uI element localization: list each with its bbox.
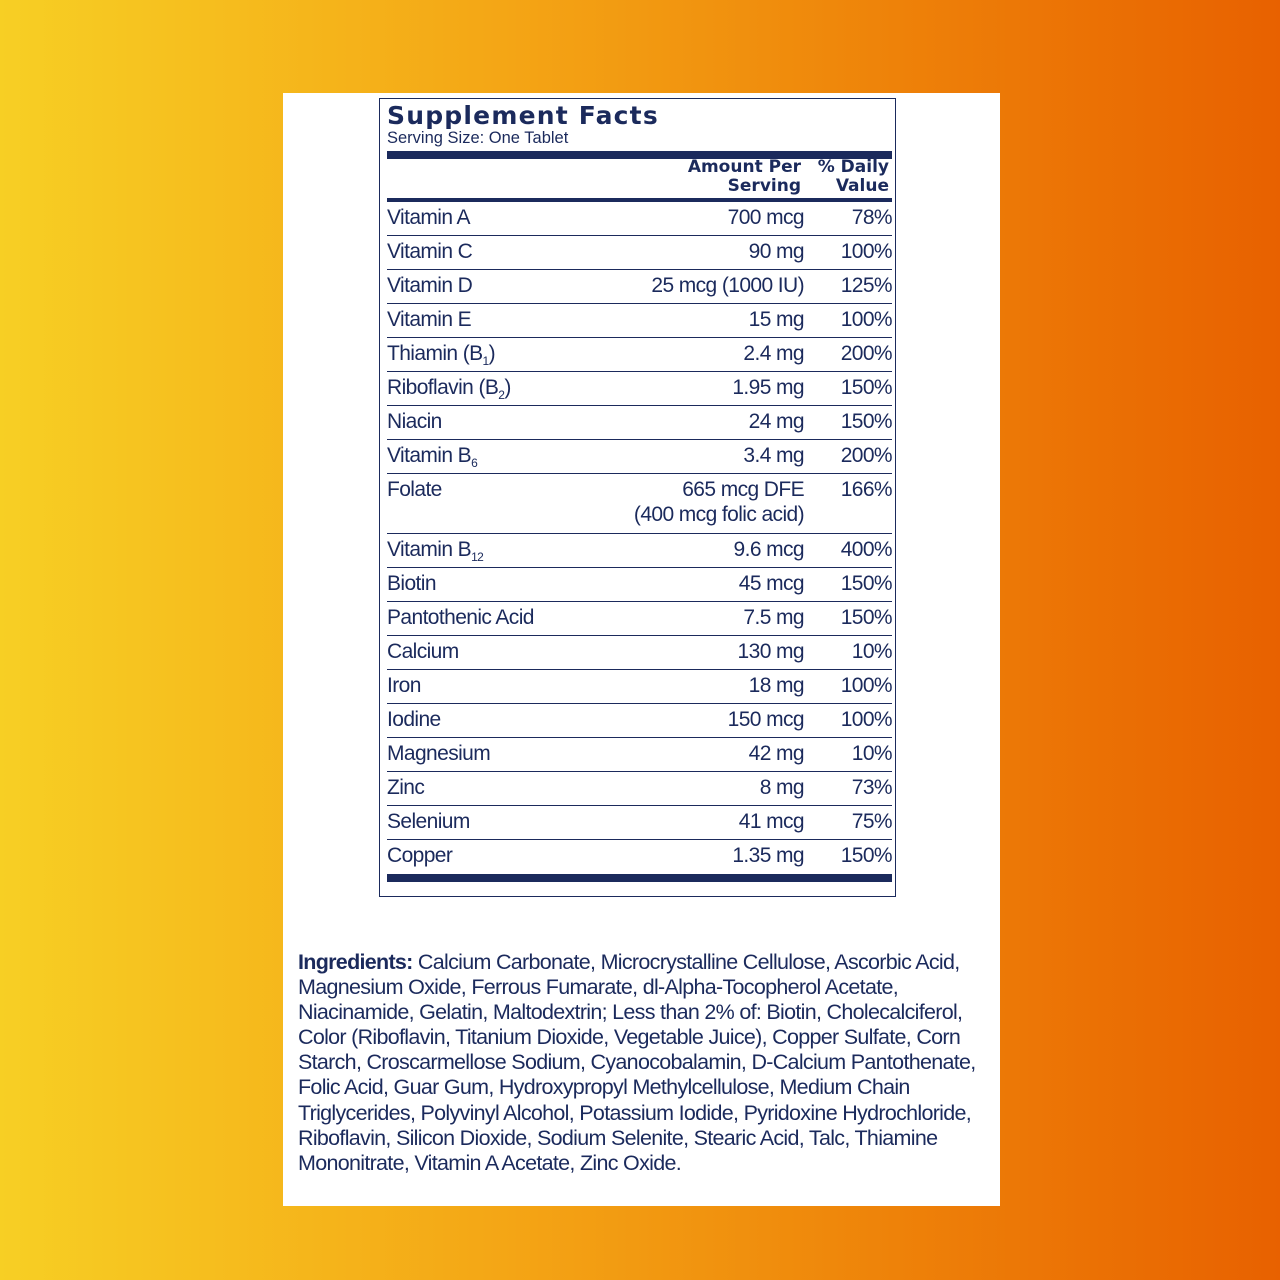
nutrient-daily-value: 125% (840, 274, 892, 297)
nutrient-name (387, 409, 442, 434)
label-panel (283, 93, 1000, 1206)
nutrient-amount-text: 665 mcg DFE (682, 478, 804, 501)
header-dv-line1: % Daily (817, 157, 889, 177)
nutrient-name (387, 273, 472, 298)
nutrient-name (387, 809, 470, 834)
nutrient-name-text: Folate (387, 478, 442, 501)
nutrient-amount (749, 239, 804, 264)
nutrient-daily-value: 150% (840, 572, 892, 595)
nutrient-amount (760, 775, 804, 800)
nutrient-row (387, 372, 892, 406)
nutrient-daily-value: 400% (840, 538, 892, 561)
nutrient-daily-value: 150% (840, 376, 892, 399)
nutrient-amount (739, 809, 804, 834)
nutrient-row (387, 670, 892, 704)
nutrient-amount-detail: (400 mcg folic acid) (633, 503, 804, 526)
nutrient-amount-text: 90 mg (748, 240, 804, 263)
nutrient-amount (728, 707, 804, 732)
nutrient-amount-text: 1.35 mg (732, 844, 804, 867)
header-daily-value (801, 158, 889, 196)
nutrient-amount-text: 3.4 mg (743, 444, 804, 467)
nutrient-name-text: Vitamin B (387, 538, 472, 561)
nutrient-name-text: Iodine (387, 708, 441, 731)
nutrient-name (387, 443, 477, 476)
nutrient-row (387, 806, 892, 840)
nutrient-name-text: Riboflavin (B (387, 376, 499, 399)
nutrient-name (387, 307, 471, 332)
nutrient-name-text: Vitamin B (387, 444, 472, 467)
nutrient-name-text: Vitamin E (387, 308, 472, 331)
nutrient-name-text: Copper (387, 844, 453, 867)
nutrient-row (387, 304, 892, 338)
nutrient-name (387, 639, 459, 664)
nutrient-amount (749, 741, 804, 766)
nutrient-subscript: 12 (471, 550, 484, 565)
nutrient-row (387, 338, 892, 372)
nutrient-row (387, 636, 892, 670)
nutrient-daily-value: 200% (840, 342, 892, 365)
nutrient-amount (743, 605, 804, 630)
nutrient-row (387, 568, 892, 602)
nutrient-name (387, 775, 424, 800)
nutrient-daily-value: 100% (840, 674, 892, 697)
nutrient-amount (732, 843, 804, 868)
nutrient-amount (738, 639, 804, 664)
facts-title: Supplement Facts (387, 101, 659, 130)
nutrient-name (387, 741, 490, 766)
nutrient-amount (749, 307, 804, 332)
nutrient-name (387, 537, 483, 570)
nutrient-row (387, 236, 892, 270)
nutrient-daily-value: 100% (840, 308, 892, 331)
nutrient-name-text: Vitamin D (387, 274, 473, 297)
nutrient-amount-text: 2.4 mg (743, 342, 804, 365)
nutrient-row (387, 602, 892, 636)
nutrient-row (387, 440, 892, 474)
nutrient-daily-value: 166% (840, 478, 892, 501)
nutrient-amount (732, 375, 804, 400)
nutrient-daily-value: 150% (840, 844, 892, 867)
nutrient-name-text: Thiamin (B (387, 342, 483, 365)
nutrient-name-text: Vitamin A (387, 206, 470, 229)
nutrient-amount-text: 130 mg (737, 640, 804, 663)
nutrient-amount (743, 443, 804, 468)
nutrient-row (387, 406, 892, 440)
serving-size: Serving Size: One Tablet (387, 129, 569, 147)
nutrient-daily-value: 73% (851, 776, 892, 799)
nutrient-amount-text: 9.6 mcg (733, 538, 804, 561)
supplement-facts-box (379, 98, 896, 897)
nutrient-amount-text: 45 mcg (738, 572, 804, 595)
nutrient-daily-value: 150% (840, 410, 892, 433)
nutrient-row (387, 202, 892, 236)
nutrient-row (387, 772, 892, 806)
nutrient-name-text: Niacin (387, 410, 442, 433)
nutrient-amount (728, 205, 804, 230)
nutrient-name (387, 375, 511, 408)
ingredients-label: Ingredients: (298, 950, 413, 974)
header-dv-line2: Value (835, 176, 889, 196)
nutrient-row (387, 270, 892, 304)
nutrient-subscript: 6 (471, 456, 478, 471)
nutrient-name-suffix: ) (504, 376, 511, 399)
nutrient-name-text: Biotin (387, 572, 436, 595)
nutrient-daily-value: 10% (851, 742, 892, 765)
nutrient-name (387, 239, 472, 264)
nutrient-amount (749, 409, 804, 434)
nutrient-amount (743, 341, 804, 366)
nutrient-name-text: Zinc (387, 776, 425, 799)
nutrient-subscript: 2 (498, 388, 505, 403)
nutrient-daily-value: 150% (840, 606, 892, 629)
nutrient-name (387, 843, 452, 868)
nutrient-amount (749, 673, 804, 698)
nutrient-name (387, 571, 436, 596)
nutrient-daily-value: 75% (851, 810, 892, 833)
nutrient-rows (387, 202, 892, 874)
nutrient-amount-text: 15 mg (748, 308, 804, 331)
nutrient-amount-text: 7.5 mg (743, 606, 804, 629)
ingredients-block (298, 950, 998, 1176)
nutrient-amount-text: 700 mcg (727, 206, 804, 229)
nutrient-daily-value: 200% (840, 444, 892, 467)
nutrient-name (387, 605, 534, 630)
nutrient-amount (651, 273, 804, 298)
nutrient-daily-value: 78% (851, 206, 892, 229)
nutrient-name-text: Iron (387, 674, 421, 697)
nutrient-amount-text: 24 mg (748, 410, 804, 433)
nutrient-amount-text: 18 mg (748, 674, 804, 697)
nutrient-name-suffix: ) (488, 342, 496, 365)
nutrient-daily-value: 100% (840, 240, 892, 263)
nutrient-amount (739, 571, 804, 596)
header-amount-line2: Serving (727, 176, 801, 196)
nutrient-row (387, 738, 892, 772)
nutrient-amount-text: 41 mcg (738, 810, 804, 833)
nutrient-name (387, 673, 421, 698)
nutrient-name (387, 205, 470, 230)
nutrient-daily-value: 100% (840, 708, 892, 731)
nutrient-subscript: 1 (482, 354, 489, 369)
nutrient-name (387, 341, 495, 374)
nutrient-amount-text: 1.95 mg (732, 376, 804, 399)
nutrient-daily-value: 10% (851, 640, 892, 663)
header-amount-per-serving (631, 158, 801, 196)
nutrient-row (387, 704, 892, 738)
nutrient-row (387, 474, 892, 534)
nutrient-row (387, 840, 892, 874)
nutrient-amount-text: 8 mg (759, 776, 804, 799)
nutrient-name (387, 707, 441, 732)
nutrient-name-text: Selenium (387, 810, 470, 833)
nutrient-amount-text: 42 mg (748, 742, 804, 765)
nutrient-name-text: Vitamin C (387, 240, 473, 263)
nutrient-name-text: Calcium (387, 640, 459, 663)
nutrient-name (387, 477, 442, 502)
nutrient-name-text: Pantothenic Acid (387, 606, 534, 629)
nutrient-amount (634, 477, 804, 527)
nutrient-name-text: Magnesium (387, 742, 491, 765)
header-amount-line1: Amount Per (687, 157, 801, 177)
nutrient-amount-text: 25 mcg (1000 IU) (651, 274, 804, 297)
nutrient-amount (734, 537, 805, 562)
bottom-divider (387, 874, 892, 882)
nutrient-row (387, 534, 892, 568)
nutrient-amount-text: 150 mcg (727, 708, 804, 731)
ingredients-text: Calcium Carbonate, Microcrystalline Cellulose, Ascorbic Acid, Magnesium Oxide, Ferrous Fumarate, dl-Alpha-Tocopherol Acetate, Niacinamide, Gelatin, Maltodextrin; Less than 2% of: Biotin, Cholecalciferol, Color (Riboflavin, Titanium Dioxide, Vegetable Juice), Copper Sulfate, Corn Starch, Croscarmellose Sodium, Cyanocobalamin, D-Calcium Pantothenate, Folic Acid, Guar Gum, Hydroxypropyl Methylcellulose, Medium Chain Triglycerides, Polyvinyl Alcohol, Potassium Iodide, Pyridoxine Hydrochloride, Riboflavin, Silicon Dioxide, Sodium Selenite, Stearic Acid, Talc, Thiamine Mononitrate, Vitamin A Acetate, Zinc Oxide. (298, 950, 976, 1175)
